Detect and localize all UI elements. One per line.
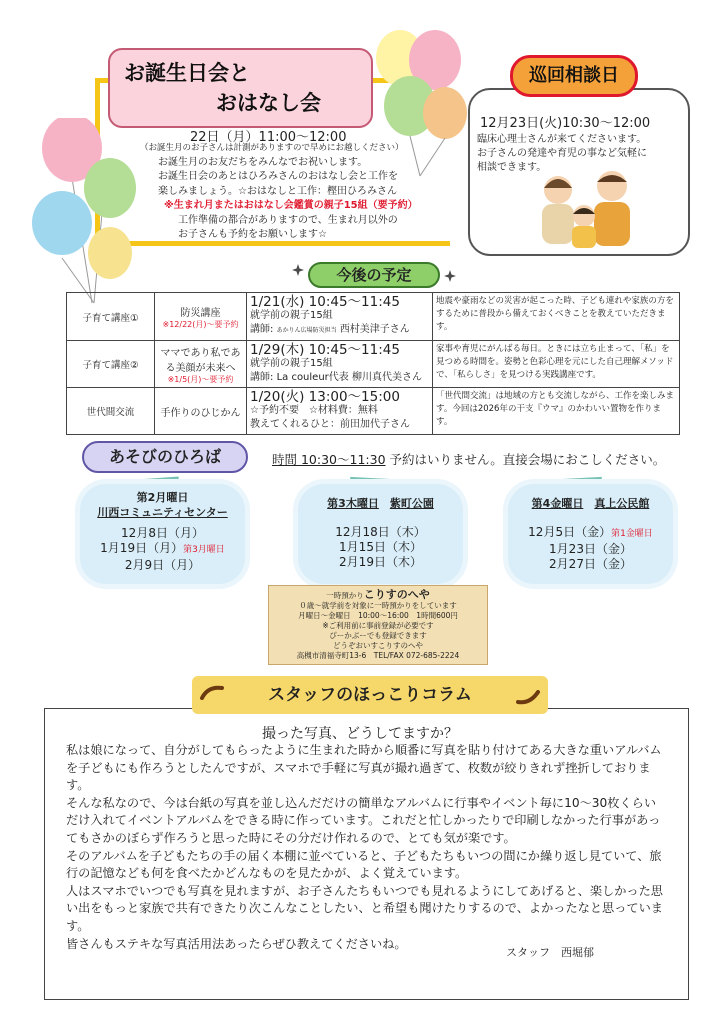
childcare-line: 高槻市清福寺町13-6 TEL/FAX 072-685-2224 <box>296 651 460 660</box>
place-card-murasaki <box>298 484 463 584</box>
childcare-title <box>269 590 487 601</box>
place-name <box>80 505 245 520</box>
schedule-detail-cell <box>247 341 433 388</box>
birthday-time: 22日（月）11:00～12:00 <box>190 130 347 145</box>
place-date <box>80 541 245 558</box>
sparkle-icon <box>292 264 304 276</box>
birthday-description <box>140 141 440 243</box>
place-date: 1月23日（金） <box>549 542 632 556</box>
place-heading: 第2月曜日 <box>136 491 189 504</box>
column-signature: スタッフ 西堀郁 <box>506 946 594 959</box>
brush-mark-icon <box>516 690 540 706</box>
consult-line: 相談できます。 <box>477 162 547 173</box>
table-row <box>67 341 680 388</box>
schedule-category: 子育て講座① <box>67 293 155 341</box>
date-mark: 第3月曜日 <box>183 545 225 555</box>
place-date: 1月15日（木） <box>339 540 422 554</box>
asobi-time: 時間 10:30～11:30 <box>272 452 386 467</box>
lecturer-prefix: 講師: <box>250 324 274 335</box>
schedule-title: 今後の予定 <box>308 262 440 288</box>
schedule-target: ☆予約不要 ☆材料費：無料 <box>250 405 378 416</box>
birthday-line: 楽しみましょう。☆おはなしと工作：樫田ひろみさん <box>158 185 397 197</box>
place-heading-text: 第4金曜日 <box>531 497 584 510</box>
schedule-description: 地震や豪雨などの災害が起こった時、子ども連れや家族の方をするために普段から備えておくべきことを教えていただきます。 <box>433 293 680 341</box>
schedule-date: 1/29(木) 10:45～11:45 <box>250 342 400 358</box>
lecturer-affiliation: あかりん広場防災担当 <box>276 327 337 334</box>
birthday-note: （お誕生月のお子さんは計測がありますので早めにお越しください） <box>140 143 404 153</box>
table-row <box>67 293 680 341</box>
schedule-lecturer <box>250 323 429 338</box>
place-card-kamigami <box>508 484 673 584</box>
birthday-line: お子さんも予約をお願いします☆ <box>178 229 327 240</box>
childcare-sign <box>268 585 488 665</box>
place-name-text: 紫町公園 <box>389 497 434 510</box>
schedule-category: 子育て講座② <box>67 341 155 388</box>
birthday-title-line2: おはなし会 <box>216 91 321 115</box>
place-date: 2月27日（金） <box>549 557 632 571</box>
asobi-note <box>272 450 665 468</box>
childcare-line: ※ご利用前に事前登録が必要です <box>322 621 434 630</box>
column-heading: 撮った写真、どうしてますか？ <box>262 726 458 742</box>
asobi-title: あそびのひろば <box>82 441 248 473</box>
balloons-left-illustration <box>22 118 142 308</box>
place-dates <box>80 526 245 573</box>
column-paragraph: 私は娘になって、自分がしてもらったように生まれた時から順番に写真を貼り付けてある大きな重いアルバムを子どもにも作ろうとしたんですが、スマホで手軽に写真が撮れ過ぎて、枚数が絞りきれず挫折しております。 <box>66 743 662 793</box>
schedule-date: 1/21(水) 10:45～11:45 <box>250 294 400 310</box>
sparkle-icon <box>444 270 456 282</box>
birthday-title-line1: お誕生日会と <box>124 61 250 85</box>
schedule-category: 世代間交流 <box>67 388 155 435</box>
place-date <box>80 526 245 541</box>
schedule-deadline: ※12/22(月)～要予約 <box>162 319 239 329</box>
schedule-table <box>66 292 680 435</box>
childcare-line: ぴーかぶーでも登録できます <box>329 631 427 640</box>
schedule-name-cell <box>155 293 247 341</box>
schedule-name: ママであり私である美顔が未来へ <box>160 347 241 374</box>
schedule-detail-cell <box>247 293 433 341</box>
lecturer-prefix: 講師: <box>250 372 274 383</box>
date-text: 1月19日（月） <box>100 541 184 555</box>
lecturer-name: 西村美津子さん <box>339 324 410 335</box>
place-heading-text: 第3木曜日 <box>327 497 379 510</box>
asobi-note-text: 予約はいりません。直接会場におこしください。 <box>385 452 666 467</box>
schedule-name: 防災講座 <box>180 307 221 319</box>
schedule-lecturer: 教えてくれるひと：前田加代子さん <box>250 419 410 430</box>
column-title: スタッフのほっこりコラム <box>192 676 548 714</box>
consult-line: 臨床心理士さんが来てくださいます。 <box>477 134 647 145</box>
birthday-line: 工作準備の都合がありますので、生まれ月以外の <box>178 214 398 226</box>
place-date <box>80 558 245 573</box>
table-row <box>67 388 680 435</box>
place-date <box>508 525 673 542</box>
schedule-name: 手作りのひじかん <box>160 407 241 419</box>
schedule-name-cell <box>155 388 247 435</box>
place-name-text: 真上公民館 <box>594 497 650 510</box>
place-date: 2月19日（木） <box>339 555 422 569</box>
brush-mark-icon <box>200 684 224 700</box>
column-paragraph: 皆さんもステキな写真活用法あったらぜひ教えてくださいね。 <box>66 936 407 951</box>
place-heading <box>508 496 673 511</box>
birthday-reservation-note: ※生まれ月またはおはなし会鑑賞の親子15組（要予約） <box>164 200 418 211</box>
birthday-line: お誕生日会のあとはひろみさんのおはなし会と工作を <box>158 171 398 182</box>
childcare-title-prefix: 一時預かり <box>326 591 364 600</box>
place-dates <box>298 525 463 570</box>
date-mark: 第1金曜日 <box>611 529 653 539</box>
place-name-text: 川西コミュニティセンター <box>97 506 228 519</box>
consult-line: お子さんの発達や育児の事など気軽に <box>477 148 647 159</box>
consult-title: 巡回相談日 <box>510 55 638 97</box>
place-card-kawanishi <box>80 484 245 584</box>
column-paragraph: そのアルバムを子どもたちの手の届く本棚に並べていると、子どもたちもいつの間にか繰り返し見ていて、旅行の記憶なども何を食べたかどんなものを見たかが、よく覚えています。 <box>66 848 662 881</box>
place-dates <box>508 525 673 572</box>
consult-time: 12月23日(火)10:30～12:00 <box>480 116 651 131</box>
schedule-description: 「世代間交流」は地域の方とも交流しながら、工作を楽しみます。今回は2026年の干支『ウマ』のかわいい置物を作ります。 <box>433 388 680 435</box>
place-heading <box>298 496 463 511</box>
childcare-title-text: こりすのへや <box>363 588 430 601</box>
column-paragraph: 人はスマホでいつでも写真を見れますが、お子さんたちもいつでも見れるようにしてあげると、楽しかった思い出をもっと家族で共有できたり次こんなことしたい、と希望も聞けたりするので、よかったなと思っています。 <box>66 883 663 933</box>
column-paragraph: そんな私なので、今は台紙の写真を並し込んだだけの簡単なアルバムに行事やイベント毎に10～30枚くらいだけ入れてイベントアルバムをできる時に作っています。これだと忙しかったりで印刷しなかった行事があってもさかのぼらず作ろうと思った時にその分だけ作れるので、とても気が楽です。 <box>66 795 661 845</box>
schedule-lecturer <box>250 371 429 385</box>
schedule-deadline: ※1/5(月)～要予約 <box>167 374 234 384</box>
birthday-title <box>108 48 373 128</box>
date-text: 2月9日（月） <box>124 558 201 572</box>
column-body <box>66 742 668 953</box>
schedule-date: 1/20(火) 13:00～15:00 <box>250 389 400 405</box>
childcare-line: どうぞおいすこりすのへや <box>333 641 423 650</box>
schedule-name-cell <box>155 341 247 388</box>
place-date: 12月18日（木） <box>335 525 426 539</box>
childcare-line: ０歳～就学前を対象に一時預かりをしています <box>299 601 457 610</box>
family-illustration <box>530 168 640 250</box>
birthday-line: お誕生月のお友だちをみんなでお祝いします。 <box>158 156 368 168</box>
childcare-line: 月曜日～金曜日 10:00～16:00 1時間600円 <box>298 611 458 620</box>
date-text: 12月5日（金） <box>528 525 612 539</box>
date-text: 12月8日（月） <box>121 526 204 540</box>
schedule-detail-cell <box>247 388 433 435</box>
schedule-description: 家事や育児にがんばる毎日。ときには立ち止まって、「私」を見つめる時間を。姿勢と色彩心理を元にした自己理解メソッドで、「私らしさ」を見つける実践講座です。 <box>433 341 680 388</box>
schedule-target: 就学前の親子15組 <box>250 358 333 369</box>
schedule-target: 就学前の親子15組 <box>250 310 333 321</box>
lecturer-name: La couleur代表 柳川真代美さん <box>276 372 422 383</box>
